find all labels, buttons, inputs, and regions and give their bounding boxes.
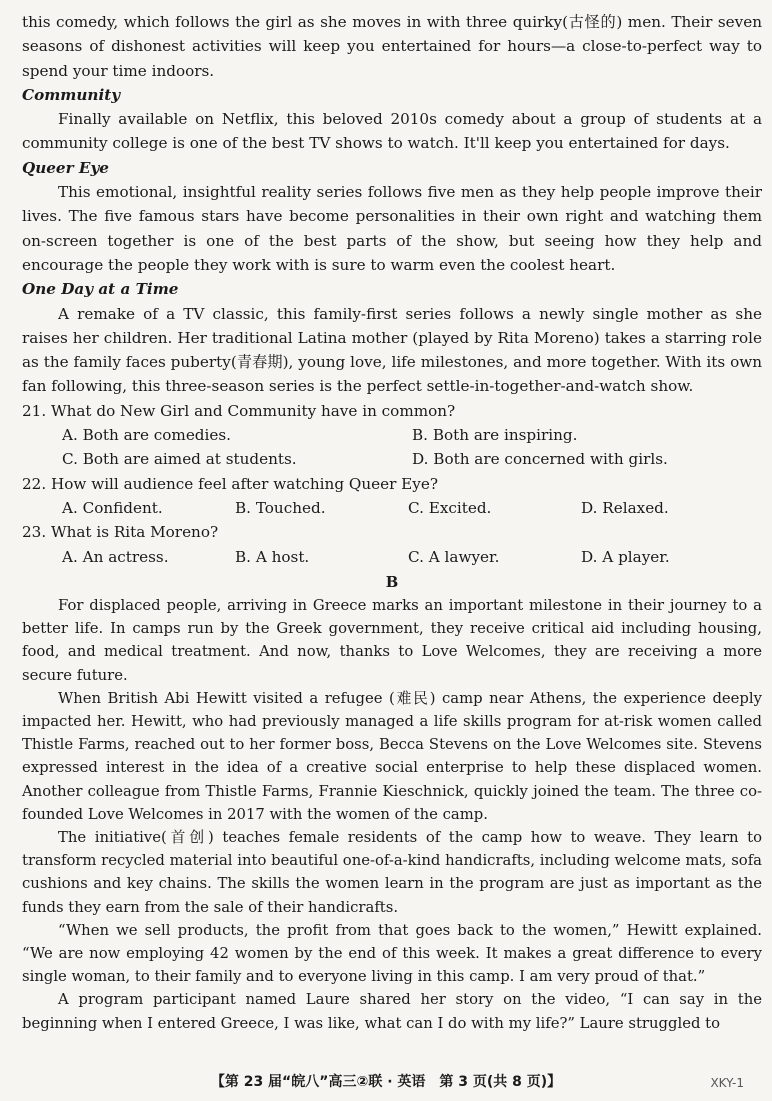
- option-d: D. A player.: [581, 547, 670, 566]
- heading-one-day: One Day at a Time: [22, 280, 179, 299]
- page-footer: 【第 23 届“皖八”高三②联 · 英语 第 3 页(共 8 页)】: [210, 1074, 562, 1090]
- option-d: D. Relaxed.: [581, 498, 669, 517]
- community-paragraph: Finally available on Netflix, this beloved 2010s comedy about a group of students at a community college is one of the best TV shows to watch. It'll keep you entertained for days.: [22, 110, 762, 153]
- option-c: C. A lawyer.: [408, 547, 500, 566]
- queer-eye-paragraph: This emotional, insightful reality series follows five men as they help people improve their lives. The five famous stars have become personalities in their own right and watching them on-screen together is one of the best parts of the show, but seeing how they help and encourage the people they work with is sure to warm even the coolest heart.: [22, 183, 762, 274]
- heading-community: Community: [22, 85, 121, 104]
- question-21: [22, 399, 762, 472]
- section-b: [22, 571, 762, 1035]
- page-content: [22, 10, 762, 1035]
- option-a: A. Confident.: [62, 498, 163, 517]
- exam-code: XKY-1: [710, 1076, 744, 1090]
- question-stem: 22. How will audience feel after watching Queer Eye?: [22, 474, 438, 493]
- option-d: D. Both are concerned with girls.: [412, 450, 668, 469]
- question-23: [22, 520, 762, 569]
- section-b-paragraph: When British Abi Hewitt visited a refugee (难民) camp near Athens, the experience deeply impacted her. Hewitt, who had previously managed a life skills program for at-risk women called Thistle Farms, reached out to her former boss, Becca Stevens on the Love Welcomes site. Stevens expressed interest in the idea of a creative social enterprise to help these displaced women. Another colleague from Thistle Farms, Frannie Kieschnick, quickly joined the team. The three co-founded Love Welcomes in 2017 with the women of the camp.: [22, 689, 762, 823]
- section-b-paragraph: A program participant named Laure shared her story on the video, “I can say in the beginning when I entered Greece, I was like, what can I do with my life?” Laure struggled to: [22, 991, 762, 1032]
- option-b: B. A host.: [235, 547, 310, 566]
- question-22: [22, 472, 762, 521]
- one-day-paragraph: A remake of a TV classic, this family-first series follows a newly single mother as she raises her children. Her traditional Latina mother (played by Rita Moreno) takes a starring role as the family faces puberty(青春期), young love, life milestones, and more together. With its own fan following, this three-season series is the perfect settle-in-together-and-watch show.: [22, 304, 762, 396]
- section-b-paragraph: “When we sell products, the profit from that goes back to the women,” Hewitt explained. “We are now employing 42 women by the end of this week. It makes a great difference to every single woman, to their family and to everyone living in this camp. I am very proud of that.”: [22, 921, 762, 986]
- section-b-paragraph: For displaced people, arriving in Greece marks an important milestone in their journey to a better life. In camps run by the Greek government, they receive critical aid including housing, food, and medical treatment. And now, thanks to Love Welcomes, they are receiving a more secure future.: [22, 597, 762, 684]
- option-a: A. An actress.: [62, 547, 169, 566]
- option-c: C. Excited.: [408, 498, 492, 517]
- section-b-label: B: [385, 573, 399, 591]
- option-a: A. Both are comedies.: [62, 426, 231, 445]
- heading-queer-eye: Queer Eye: [22, 158, 109, 177]
- question-stem: 23. What is Rita Moreno?: [22, 523, 219, 542]
- section-b-paragraph: The initiative(首创) teaches female residents of the camp how to weave. They learn to transform recycled material into beautiful one-of-a-kind handicrafts, including welcome mats, sofa cushions and key chains. The skills the women learn in the program are just as important as the funds they earn from the sale of their handicrafts.: [22, 829, 762, 916]
- option-b: B. Both are inspiring.: [412, 426, 578, 445]
- option-c: C. Both are aimed at students.: [62, 450, 297, 469]
- question-stem: 21. What do New Girl and Community have in common?: [22, 401, 456, 420]
- intro-paragraph: this comedy, which follows the girl as she moves in with three quirky(古怪的) men. Their seven seasons of dishonest activities will keep you entertained for hours—a close-to-perfect way to spend your time indoors.: [22, 13, 762, 80]
- option-b: B. Touched.: [235, 498, 326, 517]
